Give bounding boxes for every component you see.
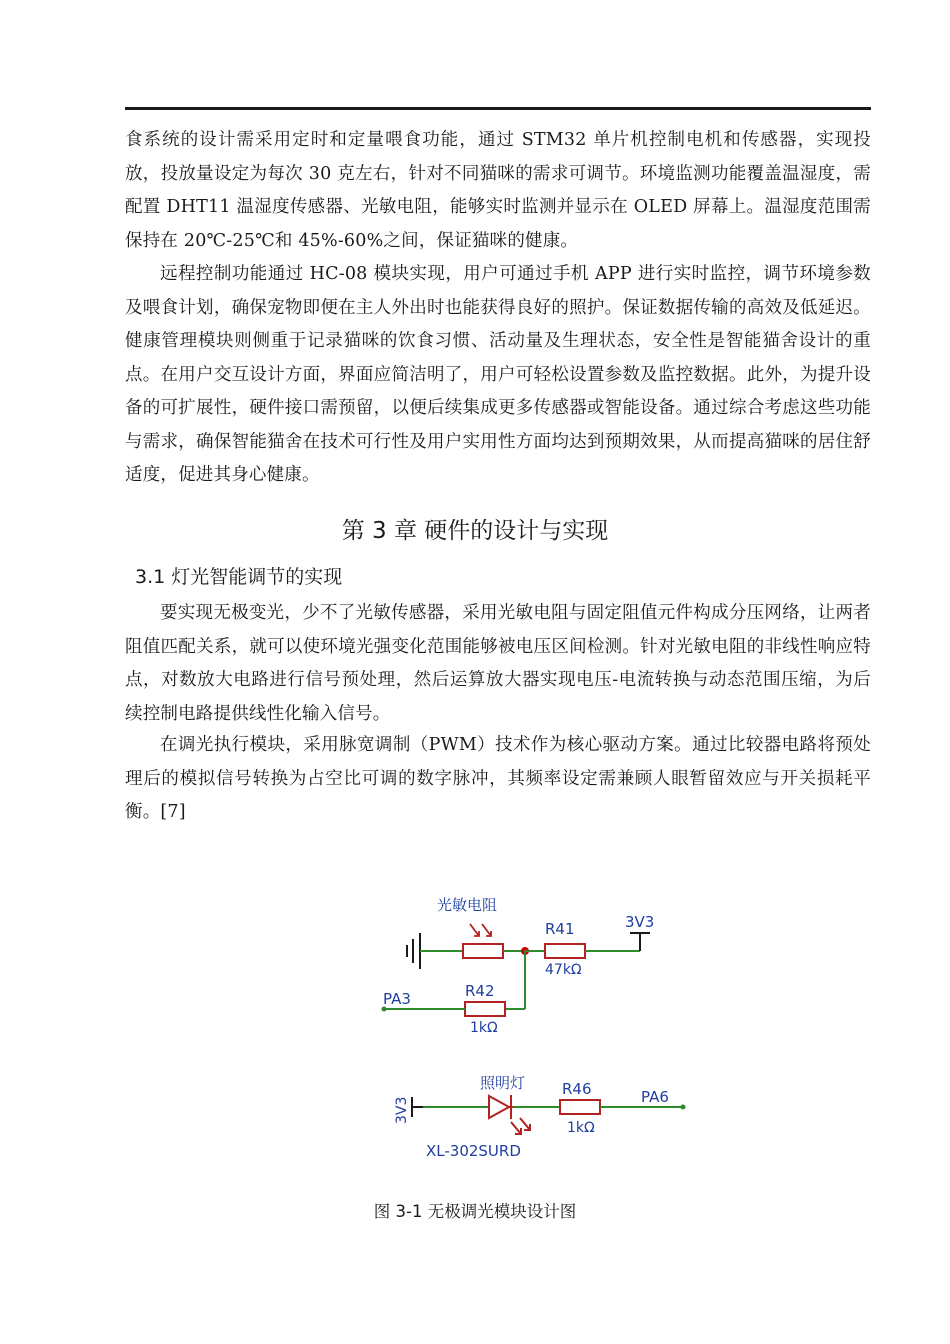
photoresistor bbox=[463, 924, 503, 958]
supply-3v3-top bbox=[630, 933, 650, 951]
header-rule bbox=[125, 107, 871, 110]
pa6-label: PA6 bbox=[641, 1088, 669, 1106]
figure-caption: 图 3-1 无极调光模块设计图 bbox=[373, 1202, 577, 1221]
r41-label: R41 bbox=[545, 920, 575, 938]
pa3-label: PA3 bbox=[383, 990, 411, 1008]
resistor-r46 bbox=[560, 1100, 600, 1114]
pa6-pin-dot bbox=[681, 1105, 686, 1110]
chapter-title: 第 3 章 硬件的设计与实现 bbox=[341, 518, 609, 544]
r46-label: R46 bbox=[562, 1080, 592, 1098]
r42-value: 1kΩ bbox=[470, 1020, 498, 1036]
circuit-figure bbox=[125, 838, 871, 1198]
r46-value: 1kΩ bbox=[567, 1120, 595, 1136]
supply-top-label: 3V3 bbox=[625, 913, 655, 931]
paragraph-remote-control: 远程控制功能通过 HC-08 模块实现，用户可通过手机 APP 进行实时监控，调节环境参数及喂食计划，确保宠物即便在主人外出时也能获得良好的照护。保证数据传输的高效及低延迟。健康管理模块则侧重于记录猫咪的饮食习惯、活动量及生理状态，安全性是智能猫舍设计的重点。在用户交互设计方面，界面应简洁明了，用户可轻松设置参数及监控数据。此外，为提升设备的可扩展性，硬件接口需预留，以便后续集成更多传感器或智能设备。通过综合考虑这些功能与需求，确保智能猫舍在技术可行性及用户实用性方面均达到预期效果，从而提高猫咪的居住舒适度，促进其身心健康。 bbox=[125, 264, 871, 485]
ground-symbol bbox=[407, 933, 420, 969]
led-lamp bbox=[489, 1095, 530, 1134]
led-part-label: XL-302SURD bbox=[426, 1142, 521, 1160]
photoresistor-label: 光敏电阻 bbox=[437, 896, 498, 914]
paragraph-feeding-environment: 食系统的设计需采用定时和定量喂食功能，通过 STM32 单片机控制电机和传感器，实现投放，投放量设定为每次 30 克左右，针对不同猫咪的需求可调节。环境监测功能覆盖温湿度，需配置 DHT11 温湿度传感器、光敏电阻，能够实时监测并显示在 OLED 屏幕上。温湿度范围需保持在 20℃-25℃和 45%-60%之间，保证猫咪的健康。 bbox=[125, 130, 871, 251]
paragraph-pwm: 在调光执行模块，采用脉宽调制（PWM）技术作为核心驱动方案。通过比较器电路将预处理后的模拟信号转换为占空比可调的数字脉冲，其频率设定需兼顾人眼暂留效应与开关损耗平衡。[7] bbox=[125, 735, 871, 822]
resistor-r41 bbox=[545, 944, 585, 958]
r42-label: R42 bbox=[465, 982, 495, 1000]
circuit-diagram bbox=[125, 838, 871, 1198]
lamp-label: 照明灯 bbox=[480, 1074, 526, 1092]
section-title: 3.1 灯光智能调节的实现 bbox=[135, 566, 343, 588]
supply-left-label: 3V3 bbox=[394, 1096, 410, 1124]
r41-value: 47kΩ bbox=[545, 962, 582, 978]
supply-3v3-left bbox=[412, 1097, 423, 1117]
resistor-r42 bbox=[465, 1002, 505, 1016]
paragraph-photosensor: 要实现无极变光，少不了光敏传感器，采用光敏电阻与固定阻值元件构成分压网络，让两者阻值匹配关系，就可以使环境光强变化范围能够被电压区间检测。针对光敏电阻的非线性响应特点，对数放大电路进行信号预处理，然后运算放大器实现电压-电流转换与动态范围压缩，为后续控制电路提供线性化输入信号。 bbox=[125, 603, 871, 724]
